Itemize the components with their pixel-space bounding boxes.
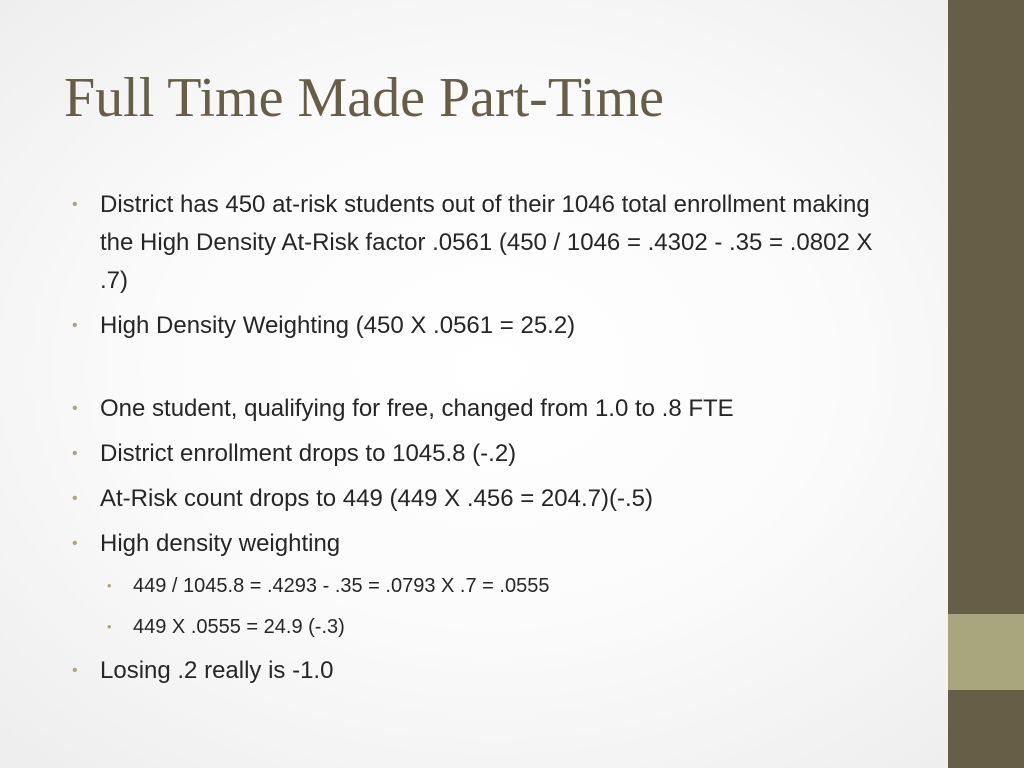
bullet-text: District has 450 at-risk students out of their 1046 total enrollment making the High Density At-Risk factor .0561 (450 / 1046 = .4302 - .35 = .0802 X .7) <box>100 191 873 294</box>
bullet-item <box>72 390 892 428</box>
sub-bullet-icon: • <box>107 578 112 593</box>
slide-title: Full Time Made Part-Time <box>64 67 665 129</box>
bullet-icon: • <box>72 662 78 679</box>
bullet-icon: • <box>72 317 78 334</box>
sub-bullet-item <box>72 611 892 643</box>
bullet-icon: • <box>72 535 78 552</box>
sub-bullet-text: 449 / 1045.8 = .4293 - .35 = .0793 X .7 = .0555 <box>133 575 550 597</box>
bullet-text: High density weighting <box>100 530 341 557</box>
slide-content <box>72 186 892 697</box>
spacer <box>72 352 892 390</box>
bullet-icon: • <box>72 490 78 507</box>
bullet-text: High Density Weighting (450 X .0561 = 25.2) <box>100 312 576 339</box>
bullet-text: At-Risk count drops to 449 (449 X .456 = 204.7)(-.5) <box>100 485 653 512</box>
bullet-item <box>72 307 892 345</box>
sub-bullet-item <box>72 570 892 602</box>
sub-bullet-icon: • <box>107 619 112 634</box>
bullet-text: One student, qualifying for free, changed from 1.0 to .8 FTE <box>100 395 734 422</box>
bullet-icon: • <box>72 196 78 213</box>
bullet-item <box>72 480 892 518</box>
bullet-item <box>72 186 892 300</box>
bullet-text: Losing .2 really is -1.0 <box>100 657 334 684</box>
bullet-item <box>72 525 892 563</box>
side-accent-block <box>948 614 1024 690</box>
bullet-icon: • <box>72 400 78 417</box>
bullet-icon: • <box>72 445 78 462</box>
bullet-item <box>72 652 892 690</box>
bullet-text: District enrollment drops to 1045.8 (-.2) <box>100 440 517 467</box>
sub-bullet-text: 449 X .0555 = 24.9 (-.3) <box>133 616 345 638</box>
bullet-item <box>72 435 892 473</box>
